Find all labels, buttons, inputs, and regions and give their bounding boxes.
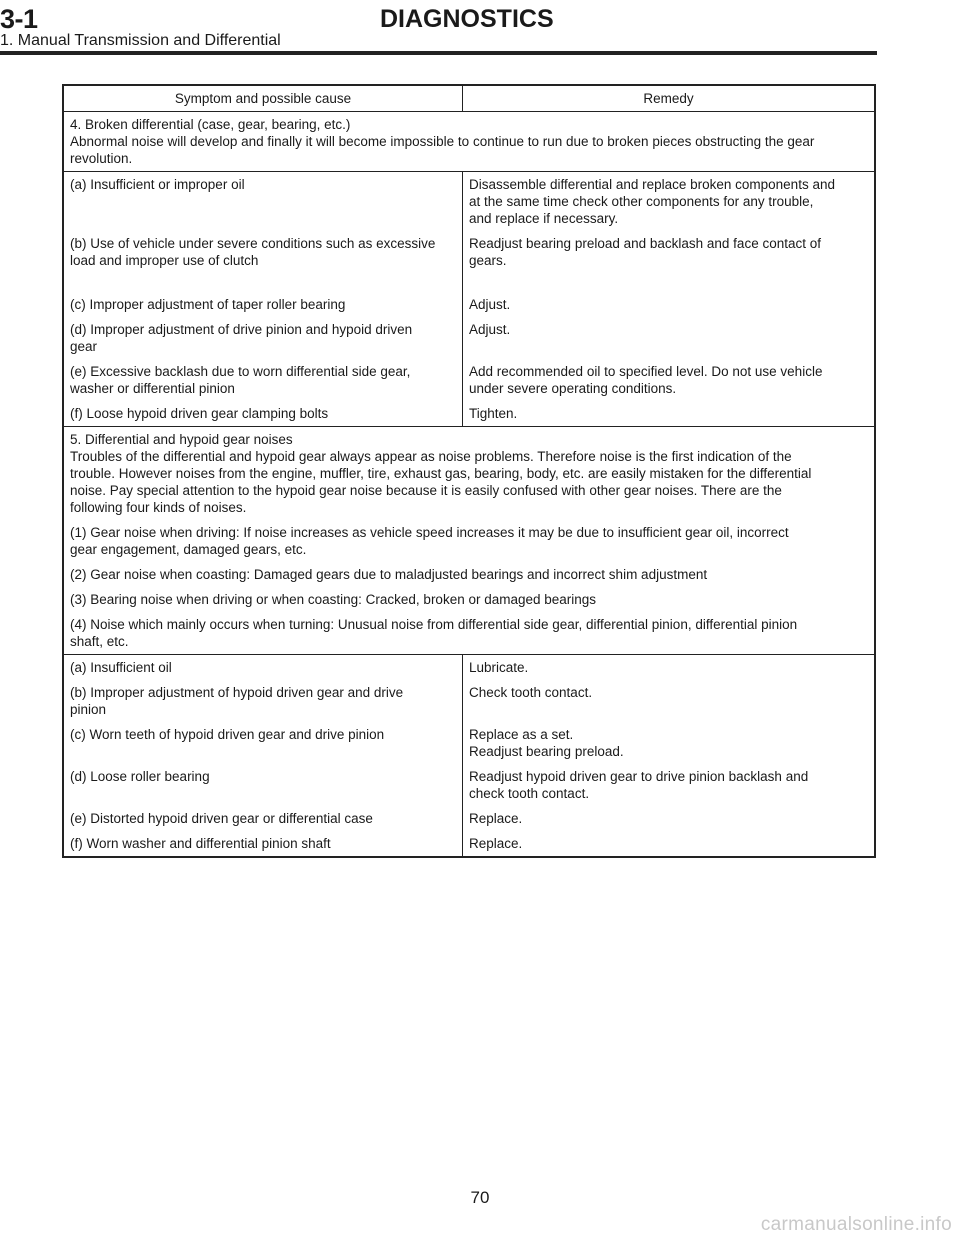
table-row	[64, 401, 874, 426]
remedy-cell: Readjust bearing preload and backlash and face contact of gears.	[469, 236, 821, 268]
section-title: DIAGNOSTICS	[380, 5, 554, 33]
group-heading-row	[64, 426, 874, 654]
remedy-cell: Lubricate.	[469, 660, 529, 675]
diagnostics-table	[62, 84, 876, 858]
remedy-cell: Check tooth contact.	[469, 685, 593, 700]
column-header-symptom: Symptom and possible cause	[64, 86, 463, 111]
header-divider	[0, 51, 877, 55]
cause-cell: (e) Distorted hypoid driven gear or differential case	[64, 806, 463, 831]
noise-note: (3) Bearing noise when driving or when coasting: Cracked, broken or damaged bearings	[70, 592, 597, 607]
cause-cell: (f) Worn washer and differential pinion shaft	[64, 831, 463, 856]
noise-note: (1) Gear noise when driving: If noise increases as vehicle speed increases it may be due to insufficient gear oil, incorrect gear engagement, damaged gears, etc.	[70, 525, 789, 557]
table-row	[64, 317, 874, 359]
group-description: Abnormal noise will develop and finally it will become impossible to continue to run due to broken pieces obstructing the gear revolution.	[70, 134, 815, 166]
table-row	[64, 292, 874, 317]
cause-cell: (b) Improper adjustment of hypoid driven gear and drive pinion	[64, 680, 463, 722]
page-header	[0, 0, 960, 56]
remedy-cell: Adjust.	[469, 322, 511, 337]
table-row	[64, 831, 874, 856]
cause-cell: (e) Excessive backlash due to worn differential side gear, washer or differential pinion	[64, 359, 463, 401]
group-heading-row	[64, 111, 874, 171]
cause-cell: (c) Worn teeth of hypoid driven gear and drive pinion	[64, 722, 463, 764]
column-header-remedy: Remedy	[643, 91, 694, 106]
section-subtitle: 1. Manual Transmission and Differential	[0, 32, 281, 49]
table-row	[64, 359, 874, 401]
group-title: 4. Broken differential (case, gear, bearing, etc.)	[70, 117, 351, 132]
cause-cell: (a) Insufficient or improper oil	[64, 172, 463, 231]
watermark-text: carmanualsonline.info	[760, 1214, 952, 1235]
page-number: 70	[470, 1188, 490, 1207]
remedy-cell: Readjust hypoid driven gear to drive pinion backlash and check tooth contact.	[469, 769, 809, 801]
remedy-cell: Replace as a set. Readjust bearing preload.	[469, 727, 624, 759]
noise-note: (2) Gear noise when coasting: Damaged gears due to maladjusted bearings and incorrect shim adjustment	[70, 567, 708, 582]
group-heading	[64, 112, 874, 171]
remedy-cell: Add recommended oil to specified level. Do not use vehicle under severe operating conditions.	[469, 364, 823, 396]
cause-cell: (c) Improper adjustment of taper roller bearing	[64, 292, 463, 317]
table-row	[64, 654, 874, 680]
cause-cell: (d) Loose roller bearing	[64, 764, 463, 806]
noise-note: (4) Noise which mainly occurs when turning: Unusual noise from differential side gear, differential pinion, differential pinion shaft, etc.	[70, 617, 798, 649]
table-row	[64, 231, 874, 292]
table-row	[64, 171, 874, 231]
group-title: 5. Differential and hypoid gear noises	[70, 432, 293, 447]
table-row	[64, 722, 874, 764]
remedy-cell: Replace.	[469, 811, 523, 826]
remedy-cell: Replace.	[469, 836, 523, 851]
table-row	[64, 680, 874, 722]
cause-cell: (d) Improper adjustment of drive pinion and hypoid driven gear	[64, 317, 463, 359]
table-header-row	[64, 86, 874, 111]
cause-cell: (f) Loose hypoid driven gear clamping bolts	[64, 401, 463, 426]
table-row	[64, 764, 874, 806]
group-heading	[64, 427, 874, 654]
group-description: Troubles of the differential and hypoid gear always appear as noise problems. Therefore noise is the first indication of the trouble. However noises from the engine, muffler, tire, exhaust gas, bearing, body, etc. are easily mistaken for the differential noise. Pay special attention to the hypoid gear noise because it is easily confused with other gear noises. There are the following four kinds of noises.	[70, 449, 812, 515]
cause-cell: (b) Use of vehicle under severe conditions such as excessive load and improper use of clutch	[64, 231, 463, 292]
section-number: 3-1	[0, 4, 38, 34]
table-row	[64, 806, 874, 831]
remedy-cell: Adjust.	[469, 297, 511, 312]
remedy-cell: Disassemble differential and replace broken components and at the same time check other components for any trouble, and replace if necessary.	[469, 177, 835, 226]
cause-cell: (a) Insufficient oil	[64, 655, 463, 680]
remedy-cell: Tighten.	[469, 406, 518, 421]
